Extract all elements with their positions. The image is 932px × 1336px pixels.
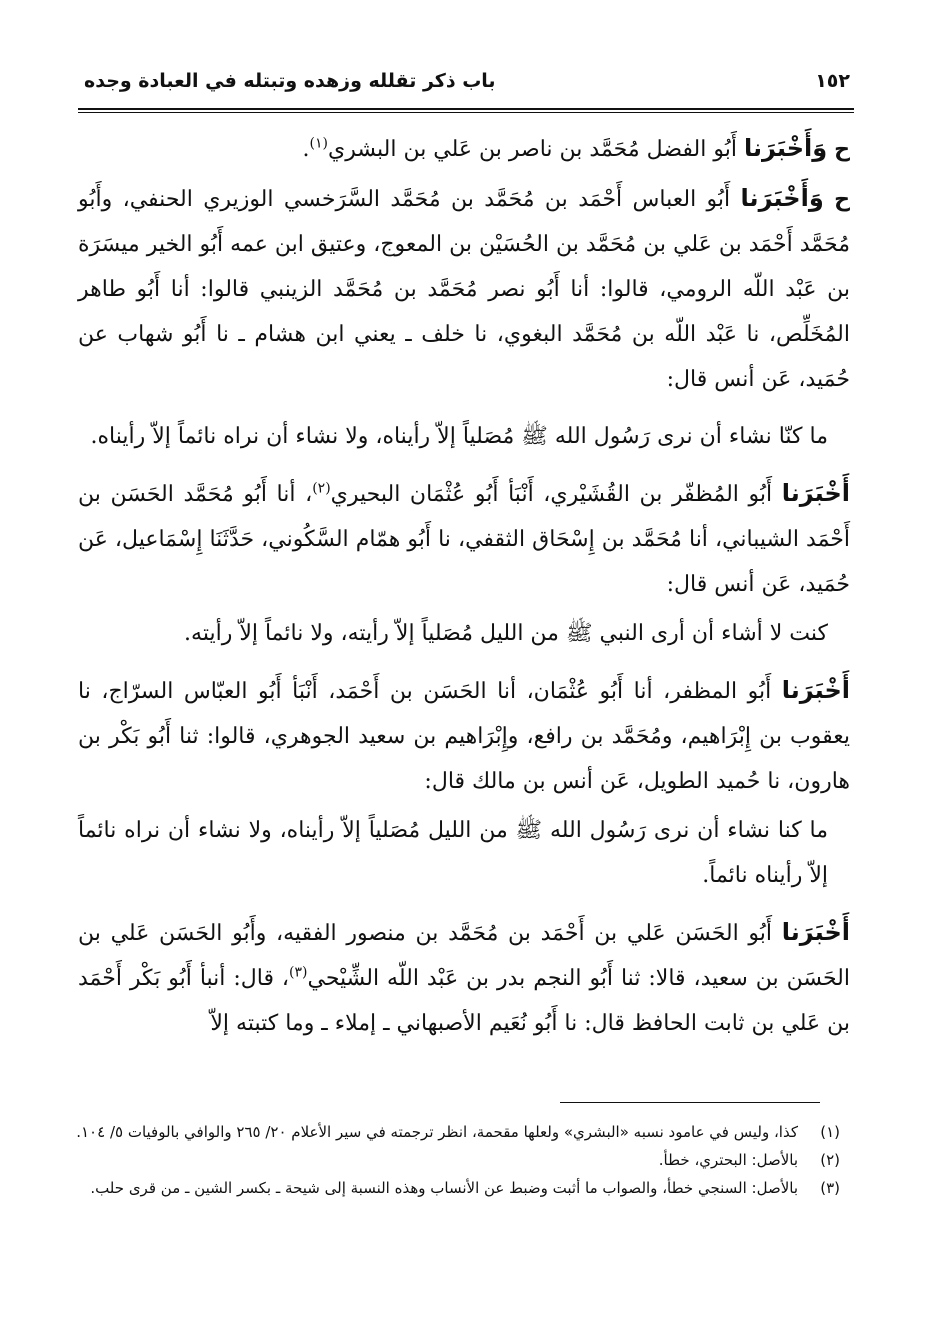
akhbarana-keyword: أَخْبَرَنا [781, 918, 850, 946]
footnote-text: بالأصل: السنجي خطأ، والصواب ما أثبت وضبط عن الأنساب وهذه النسبة إلى شيحة ـ بكسر الشين ـ من قرى حلب. [90, 1179, 798, 1197]
isnad-text: أَبُو الفضل مُحَمَّد بن ناصر بن عَلي بن البشري [328, 137, 744, 162]
tahwil-marker: ح [834, 187, 850, 212]
chapter-title: باب ذكر تقلله وزهده وتبتله في العبادة وجده [84, 70, 496, 92]
isnad-paragraph [78, 471, 850, 607]
main-text [78, 126, 850, 1050]
footnote-ref[interactable]: (١) [309, 135, 329, 152]
footnote-ref[interactable]: (٢) [312, 480, 331, 497]
footnote-item [70, 1146, 840, 1174]
isnad-text: أَبُو الحَسَن عَلي بن أَحْمَد بن مُحَمَّد بن منصور الفقيه، وأَبُو الحَسَن عَلي بن الحَسَن بن سعيد، قالا: ثنا أَبُو النجم بدر بن عَبْد اللّه الشِّيْحي [78, 921, 850, 991]
footnote-number: (٣) [820, 1179, 840, 1197]
footnote-text: كذا، وليس في عامود نسبه «البشري» ولعلها مقحمة، انظر ترجمته في سير الأعلام ٢٠/ ٢٦٥ والوافي بالوفيات ٥/ ١٠٤. [76, 1123, 798, 1141]
footnote-text: بالأصل: البحتري، خطأ. [658, 1151, 798, 1169]
tahwil-marker: ح [834, 137, 850, 162]
footnote-item [70, 1174, 840, 1202]
hadith-text: ما كنا نشاء أن نرى رَسُول الله ﷺ من الليل مُصَلياً إلاّ رأيناه، ولا نشاء أن نراه نائماً إلاّ رأيناه نائماً. [78, 818, 828, 888]
footnote-item [70, 1118, 840, 1146]
isnad-paragraph [78, 910, 850, 1046]
isnad-text: أَبُو العباس أَحْمَد بن مُحَمَّد بن مُحَمَّد السَّرَخسي الوزيري الحنفي، وأَبُو مُحَمَّد أَحْمَد بن عَلي بن مُحَمَّد بن الحُسَيْن بن المعوج، وعتيق ابن عمه أَبُو الخير ميسَرَة بن عَبْد اللّه الرومي، قالوا: أنا أَبُو نصر مُحَمَّد بن مُحَمَّد الزينبي قالوا: أنا أَبُو طاهر المُخَلِّص، نا عَبْد اللّه بن مُحَمَّد البغوي، نا خلف ـ يعني ابن هشام ـ نا أَبُو شهاب عن حُمَيد، عَن أنس قال: [78, 187, 850, 392]
footnote-number: (١) [820, 1123, 840, 1141]
hadith-text: كنت لا أشاء أن أرى النبي ﷺ من الليل مُصَلياً إلاّ رأيته، ولا نائماً إلاّ رأيته. [184, 621, 828, 646]
akhbarana-keyword: أَخْبَرَنا [781, 676, 850, 704]
isnad-tail: ، قال: أنبأ أَبُو بَكْر أَحْمَد بن عَلي بن ثابت الحافظ قال: نا أَبُو نُعَيم الأصبهاني ـ إملاء ـ وما كتبته إلاّ [78, 966, 850, 1036]
akhbarana-keyword: أَخْبَرَنا [781, 479, 850, 507]
isnad-paragraph [78, 176, 850, 402]
isnad-tail: . [302, 137, 310, 162]
isnad-text: أَبُو المظفر، أنا أَبُو عُثْمَان، أنا الحَسَن بن أَحْمَد، أَنْبَأ أَبُو العبّاس السرّاج، نا يعقوب بن إِبْرَاهيم، ومُحَمَّد بن رافع، وإِبْرَاهيم بن سعيد الجوهري، قالوا: ثنا أَبُو بَكْر بن هارون، نا حُميد الطويل، عَن أنس بن مالك قال: [78, 679, 850, 794]
page-number: ١٥٢ [815, 70, 850, 92]
footnotes [70, 1118, 840, 1202]
akhbarana-keyword: وَأَخْبَرَنا [743, 134, 828, 162]
akhbarana-keyword: وَأَخْبَرَنا [740, 184, 824, 212]
isnad-paragraph [78, 126, 850, 172]
isnad-paragraph [78, 668, 850, 804]
footnote-divider [560, 1102, 820, 1103]
footnote-ref[interactable]: (٣) [289, 964, 308, 981]
footnote-number: (٢) [820, 1151, 840, 1169]
running-header [84, 60, 850, 102]
header-divider [78, 108, 854, 113]
isnad-tail: ، أنا أَبُو مُحَمَّد الحَسَن بن أَحْمَد الشيباني، أنا مُحَمَّد بن إِسْحَاق الثقفي، نا أَبُو همّام السَّكُوني، حَدَّثَنَا إِسْمَاعيل، عَن حُمَيد، عَن أنس قال: [78, 482, 850, 597]
hadith-text: ما كنّا نشاء أن نرى رَسُول الله ﷺ مُصَلياً إلاّ رأيناه، ولا نشاء أن نراه نائماً إلاّ رأيناه. [90, 424, 828, 449]
isnad-text: أَبُو المُظفّر بن القُشَيْري، أَنْبَأ أَبُو عُثْمَان البحيري [330, 482, 782, 507]
